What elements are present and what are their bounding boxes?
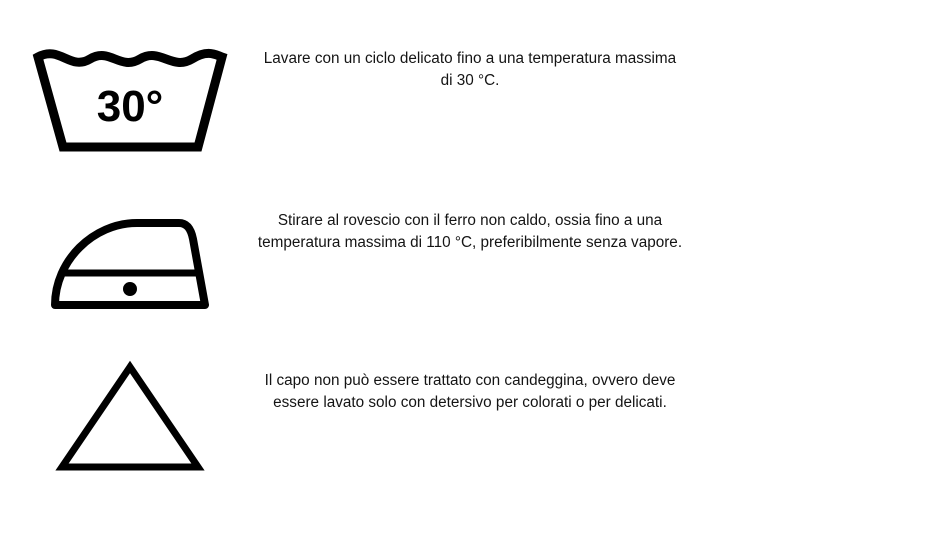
care-text-cell — [250, 352, 690, 413]
wash-tub-30-degrees-icon — [0, 38, 250, 168]
care-instruction-row — [0, 196, 700, 336]
care-instruction-row — [0, 38, 700, 178]
iron-one-dot-icon — [0, 196, 250, 326]
care-instruction-text: Il capo non può essere trattato con candeggina, ovvero deve essere lavato solo con detersivo per colorati o per delicati. — [264, 372, 676, 411]
care-instruction-text: Stirare al rovescio con il ferro non caldo, ossia fino a una temperatura massima di 110 °C, preferibilmente senza vapore. — [257, 212, 683, 251]
wash-temperature-label: 30° — [96, 82, 164, 131]
no-bleach-triangle-icon — [0, 352, 250, 482]
care-text-cell — [250, 196, 690, 253]
care-instruction-text: Lavare con un ciclo delicato fino a una temperatura massima di 30 °C. — [263, 50, 677, 89]
care-instruction-row — [0, 352, 700, 492]
care-text-cell — [250, 38, 690, 91]
iron-dot-icon — [123, 282, 137, 296]
